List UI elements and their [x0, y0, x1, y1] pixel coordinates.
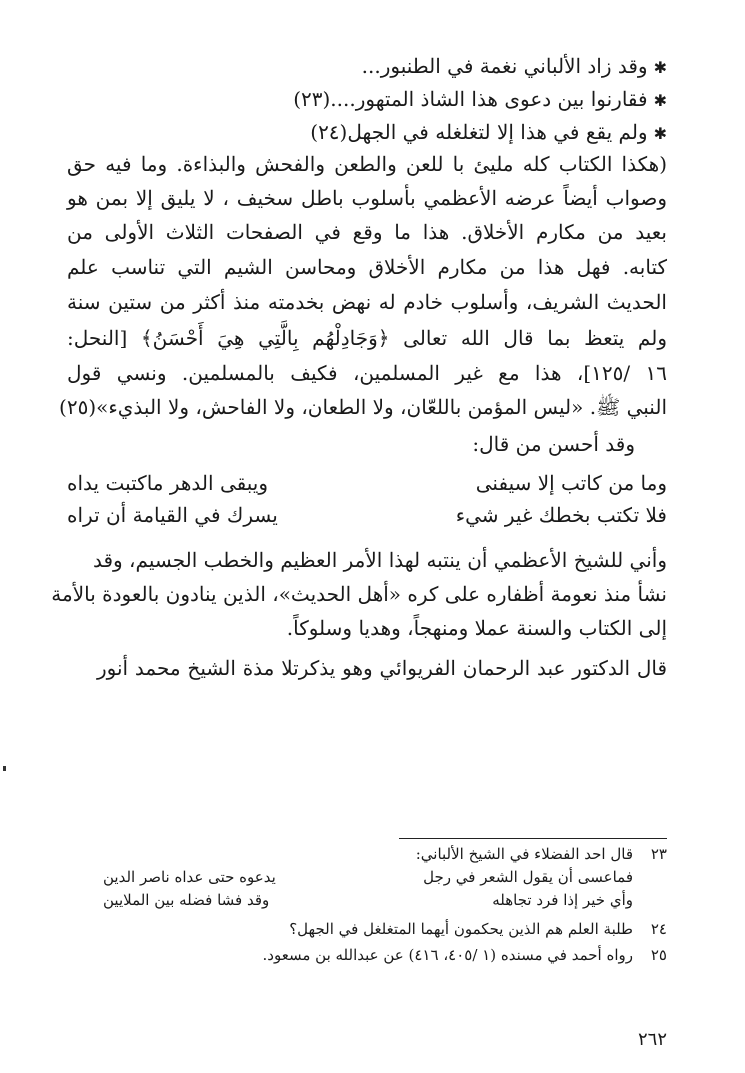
- verse-second-hemistich: يسرك في القيامة أن تراه: [67, 503, 278, 527]
- footnote-number: ٢٥: [650, 946, 667, 964]
- bullet-line: ✱ولم يقع في هذا إلا لتغلغله في الجهل(٢٤): [67, 118, 667, 148]
- footnote-verse: فماعسى أن يقول الشعر في رجل يدعوه حتى عداه ناصر الدين: [103, 868, 633, 886]
- page-number: ٢٦٢: [637, 1029, 667, 1050]
- poem-intro: وقد أحسن من قال:: [472, 432, 635, 456]
- footnote-verse: وأي خير إذا فرد تجاهله وقد فشا فضله بين الملايين: [103, 891, 633, 909]
- paragraph-line: (هكذا الكتاب كله مليئ با للعن والطعن والفحش والبذاءة. وما فيه حق: [67, 152, 667, 176]
- paragraph-line: كتابه. فهل هذا من مكارم الأخلاق ومحاسن الشيم التي تناسب علم: [67, 255, 667, 279]
- paragraph-line: ١٦ /١٢٥]، هذا مع غير المسلمين، فكيف بالمسلمين. ونسي قول: [67, 361, 667, 385]
- bullet-line: ✱وقد زاد الألباني نغمة في الطنبور...: [67, 52, 667, 82]
- poem-verse: [67, 468, 667, 498]
- verse-second-hemistich: ويبقى الدهر ماكتبت يداه: [67, 471, 268, 495]
- paragraph-line: بعيد من مكارم الأخلاق. هذا ما وقع في الصفحات الثلاث الأولى من: [67, 220, 667, 244]
- bullet-line: ✱فقارنوا بين دعوى هذا الشاذ المتهور....(٢٣): [67, 85, 667, 115]
- paragraph-line: إلى الكتاب والسنة عملا ومنهجاً، وهديا وسلوكاً.: [286, 616, 667, 640]
- footnote-24: [67, 918, 667, 940]
- paragraph-line: وأني للشيخ الأعظمي أن ينتبه لهذا الأمر العظيم والخطب الجسيم، وقد: [92, 548, 667, 572]
- footnote-number: ٢٤: [650, 920, 667, 938]
- paragraph-line: ولم يتعظ بما قال الله تعالى ﴿وَجَادِلْهُم بِالَّتِي هِيَ أَحْسَنُ﴾ [النحل:: [67, 326, 667, 350]
- scan-edge-mark: [3, 766, 6, 771]
- poem-verse: [67, 500, 667, 530]
- paragraph-line: وصواب أيضاً عرضه الأعظمي بأسلوب باطل سخيف ، لا يليق إلا بمن هو: [67, 186, 667, 210]
- footnote-25: [67, 944, 667, 966]
- verse-first-hemistich: فلا تكتب بخطك غير شيء: [455, 503, 667, 527]
- footnote-text: رواه أحمد في مسنده (١ /٤٠٥، ٤١٦) عن عبدالله بن مسعود.: [262, 946, 633, 964]
- paragraph-line: نشأ منذ نعومة أظفاره على كره «أهل الحديث»، الذين ينادون بالعودة بالأمة: [51, 582, 667, 606]
- bullet-star-icon: ✱: [653, 124, 667, 143]
- bullet-star-icon: ✱: [653, 91, 667, 110]
- footnote-23: [67, 843, 667, 865]
- footnote-number: ٢٣: [650, 845, 667, 863]
- paragraph-line: النبي ﷺ. «ليس المؤمن باللعّان، ولا الطعان، ولا الفاحش، ولا البذيء»(٢٥): [59, 395, 667, 419]
- footnote-text: طلبة العلم هم الذين يحكمون أيهما المتغلغل في الجهل؟: [289, 920, 633, 938]
- bullet-star-icon: ✱: [653, 58, 667, 77]
- paragraph-line: الحديث الشريف، وأسلوب خادم له نهض بخدمته منذ أكثر من ستين سنة: [67, 290, 667, 314]
- footnote-text: قال احد الفضلاء في الشيخ الألباني:: [415, 845, 633, 863]
- verse-first-hemistich: وما من كاتب إلا سيفنى: [475, 471, 667, 495]
- footnote-divider: [399, 838, 667, 839]
- paragraph-line: قال الدكتور عبد الرحمان الفريوائي وهو يذكرتلا مذة الشيخ محمد أنور: [97, 656, 667, 680]
